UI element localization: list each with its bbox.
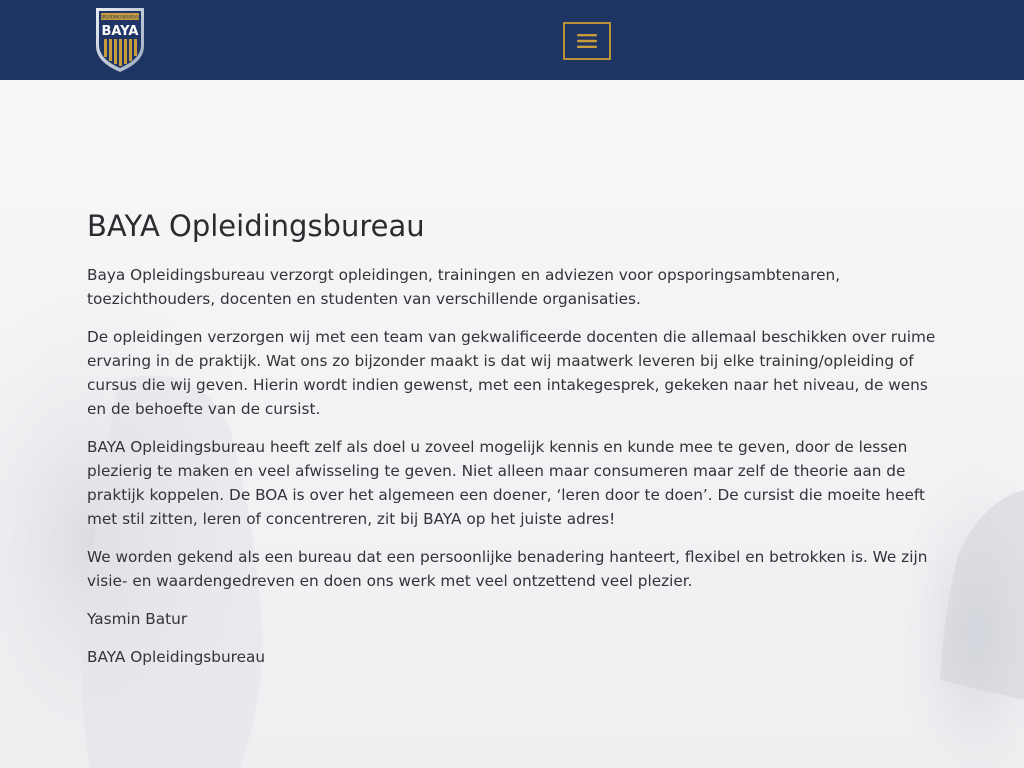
about-content (87, 207, 937, 683)
signature-name: Yasmin Batur (87, 610, 188, 628)
menu-toggle-button[interactable] (563, 22, 611, 60)
signature-organization: BAYA Opleidingsbureau (87, 648, 266, 666)
body-paragraph: De opleidingen verzorgen wij met een team van gekwalificeerde docenten die allemaal beschikken over ruime ervaring in de praktijk. Wat ons zo bijzonder maakt is dat wij maatwerk leveren bij elke training/opleiding of cursus die wij geven. Hierin wordt indien gewenst, met een intakegesprek, gekeken naar het niveau, de wens en de behoefte van de cursist. (87, 328, 936, 418)
body-paragraph: BAYA Opleidingsbureau heeft zelf als doel u zoveel mogelijk kennis en kunde mee te geven, door de lessen plezierig te maken en veel afwisseling te geven. Niet alleen maar consumeren maar zelf de theorie aan de praktijk koppelen. De BOA is over het algemeen een doener, ‘leren door te doen’. De cursist die moeite heeft met stil zitten, leren of concentreren, zit bij BAYA op het juiste adres! (87, 438, 926, 528)
logo-main-text: BAYA (101, 24, 139, 39)
intro-paragraph: Baya Opleidingsbureau verzorgt opleidingen, trainingen en adviezen voor opsporingsambtenaren, toezichthouders, docenten en studenten van verschillende organisaties. (87, 266, 841, 308)
hamburger-menu-icon (577, 34, 597, 48)
body-paragraph: We worden gekend als een bureau dat een persoonlijke benadering hanteert, flexibel en betrokken is. We zijn visie- en waardengedreven en doen ons werk met veel ontzettend veel plezier. (87, 548, 928, 590)
about-section (0, 80, 1024, 768)
site-header (0, 0, 1024, 80)
baya-logo[interactable] (92, 4, 148, 74)
page-title: BAYA Opleidingsbureau (87, 209, 425, 243)
logo-top-text: OPLEIDINGSBUREAU (99, 14, 141, 20)
